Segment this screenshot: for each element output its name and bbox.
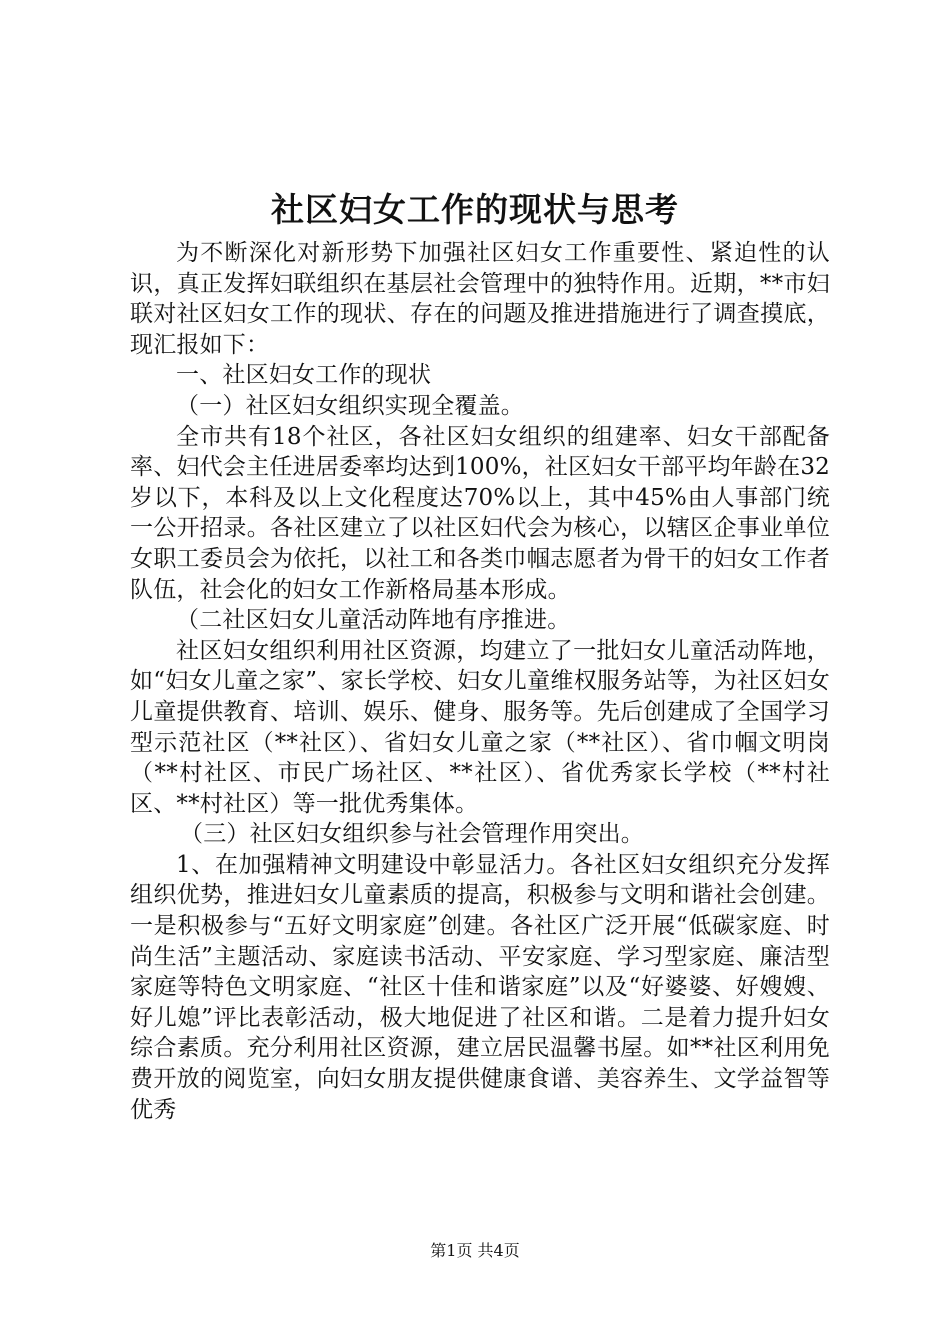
subsection-heading-2: （二社区妇女儿童活动阵地有序推进。 — [176, 607, 571, 634]
page-footer: 第1页 共4页 — [430, 1241, 520, 1260]
document-body — [130, 238, 830, 1125]
body-paragraph-2: 社区妇女组织利用社区资源，均建立了一批妇女儿童活动阵地，如“妇女儿童之家”、家长学校、妇女儿童维权服务站等，为社区妇女儿童提供教育、培训、娱乐、健身、服务等。先后创建成了全国学习型示范社区（**社区）、省妇女儿童之家（**社区）、省巾帼文明岗（**村社区、市民广场社区、**社区）、省优秀家长学校（**村社区、**村社区）等一批优秀集体。 — [130, 637, 830, 817]
section-heading-1: 一、社区妇女工作的现状 — [176, 362, 432, 389]
intro-paragraph: 为不断深化对新形势下加强社区妇女工作重要性、紧迫性的认识，真正发挥妇联组织在基层社会管理中的独特作用。近期，**市妇联对社区妇女工作的现状、存在的问题及推进措施进行了调查摸底，现汇报如下： — [130, 240, 830, 358]
document-title: 社区妇女工作的现状与思考 — [271, 190, 679, 229]
body-paragraph-1: 全市共有18个社区，各社区妇女组织的组建率、妇女干部配备率、妇代会主任进居委率均达到100%，社区妇女干部平均年龄在32岁以下，本科及以上文化程度达70%以上，其中45%由人事部门统一公开招录。各社区建立了以社区妇代会为核心，以辖区企事业单位女职工委员会为依托，以社工和各类巾帼志愿者为骨干的妇女工作者队伍，社会化的妇女工作新格局基本形成。 — [130, 423, 830, 603]
subsection-heading-1: （一）社区妇女组织实现全覆盖。 — [176, 392, 524, 419]
subsection-heading-3: （三）社区妇女组织参与社会管理作用突出。 — [180, 821, 644, 848]
body-paragraph-3: 1、在加强精神文明建设中彰显活力。各社区妇女组织充分发挥组织优势，推进妇女儿童素质的提高，积极参与文明和谐社会创建。一是积极参与“五好文明家庭”创建。各社区广泛开展“低碳家庭、时尚生活”主题活动、家庭读书活动、平安家庭、学习型家庭、廉洁型家庭等特色文明家庭、“社区十佳和谐家庭”以及“好婆婆、好嫂嫂、好儿媳”评比表彰活动，极大地促进了社区和谐。二是着力提升妇女综合素质。充分利用社区资源，建立居民温馨书屋。如**社区利用免费开放的阅览室，向妇女朋友提供健康食谱、美容养生、文学益智等优秀 — [130, 851, 830, 1123]
